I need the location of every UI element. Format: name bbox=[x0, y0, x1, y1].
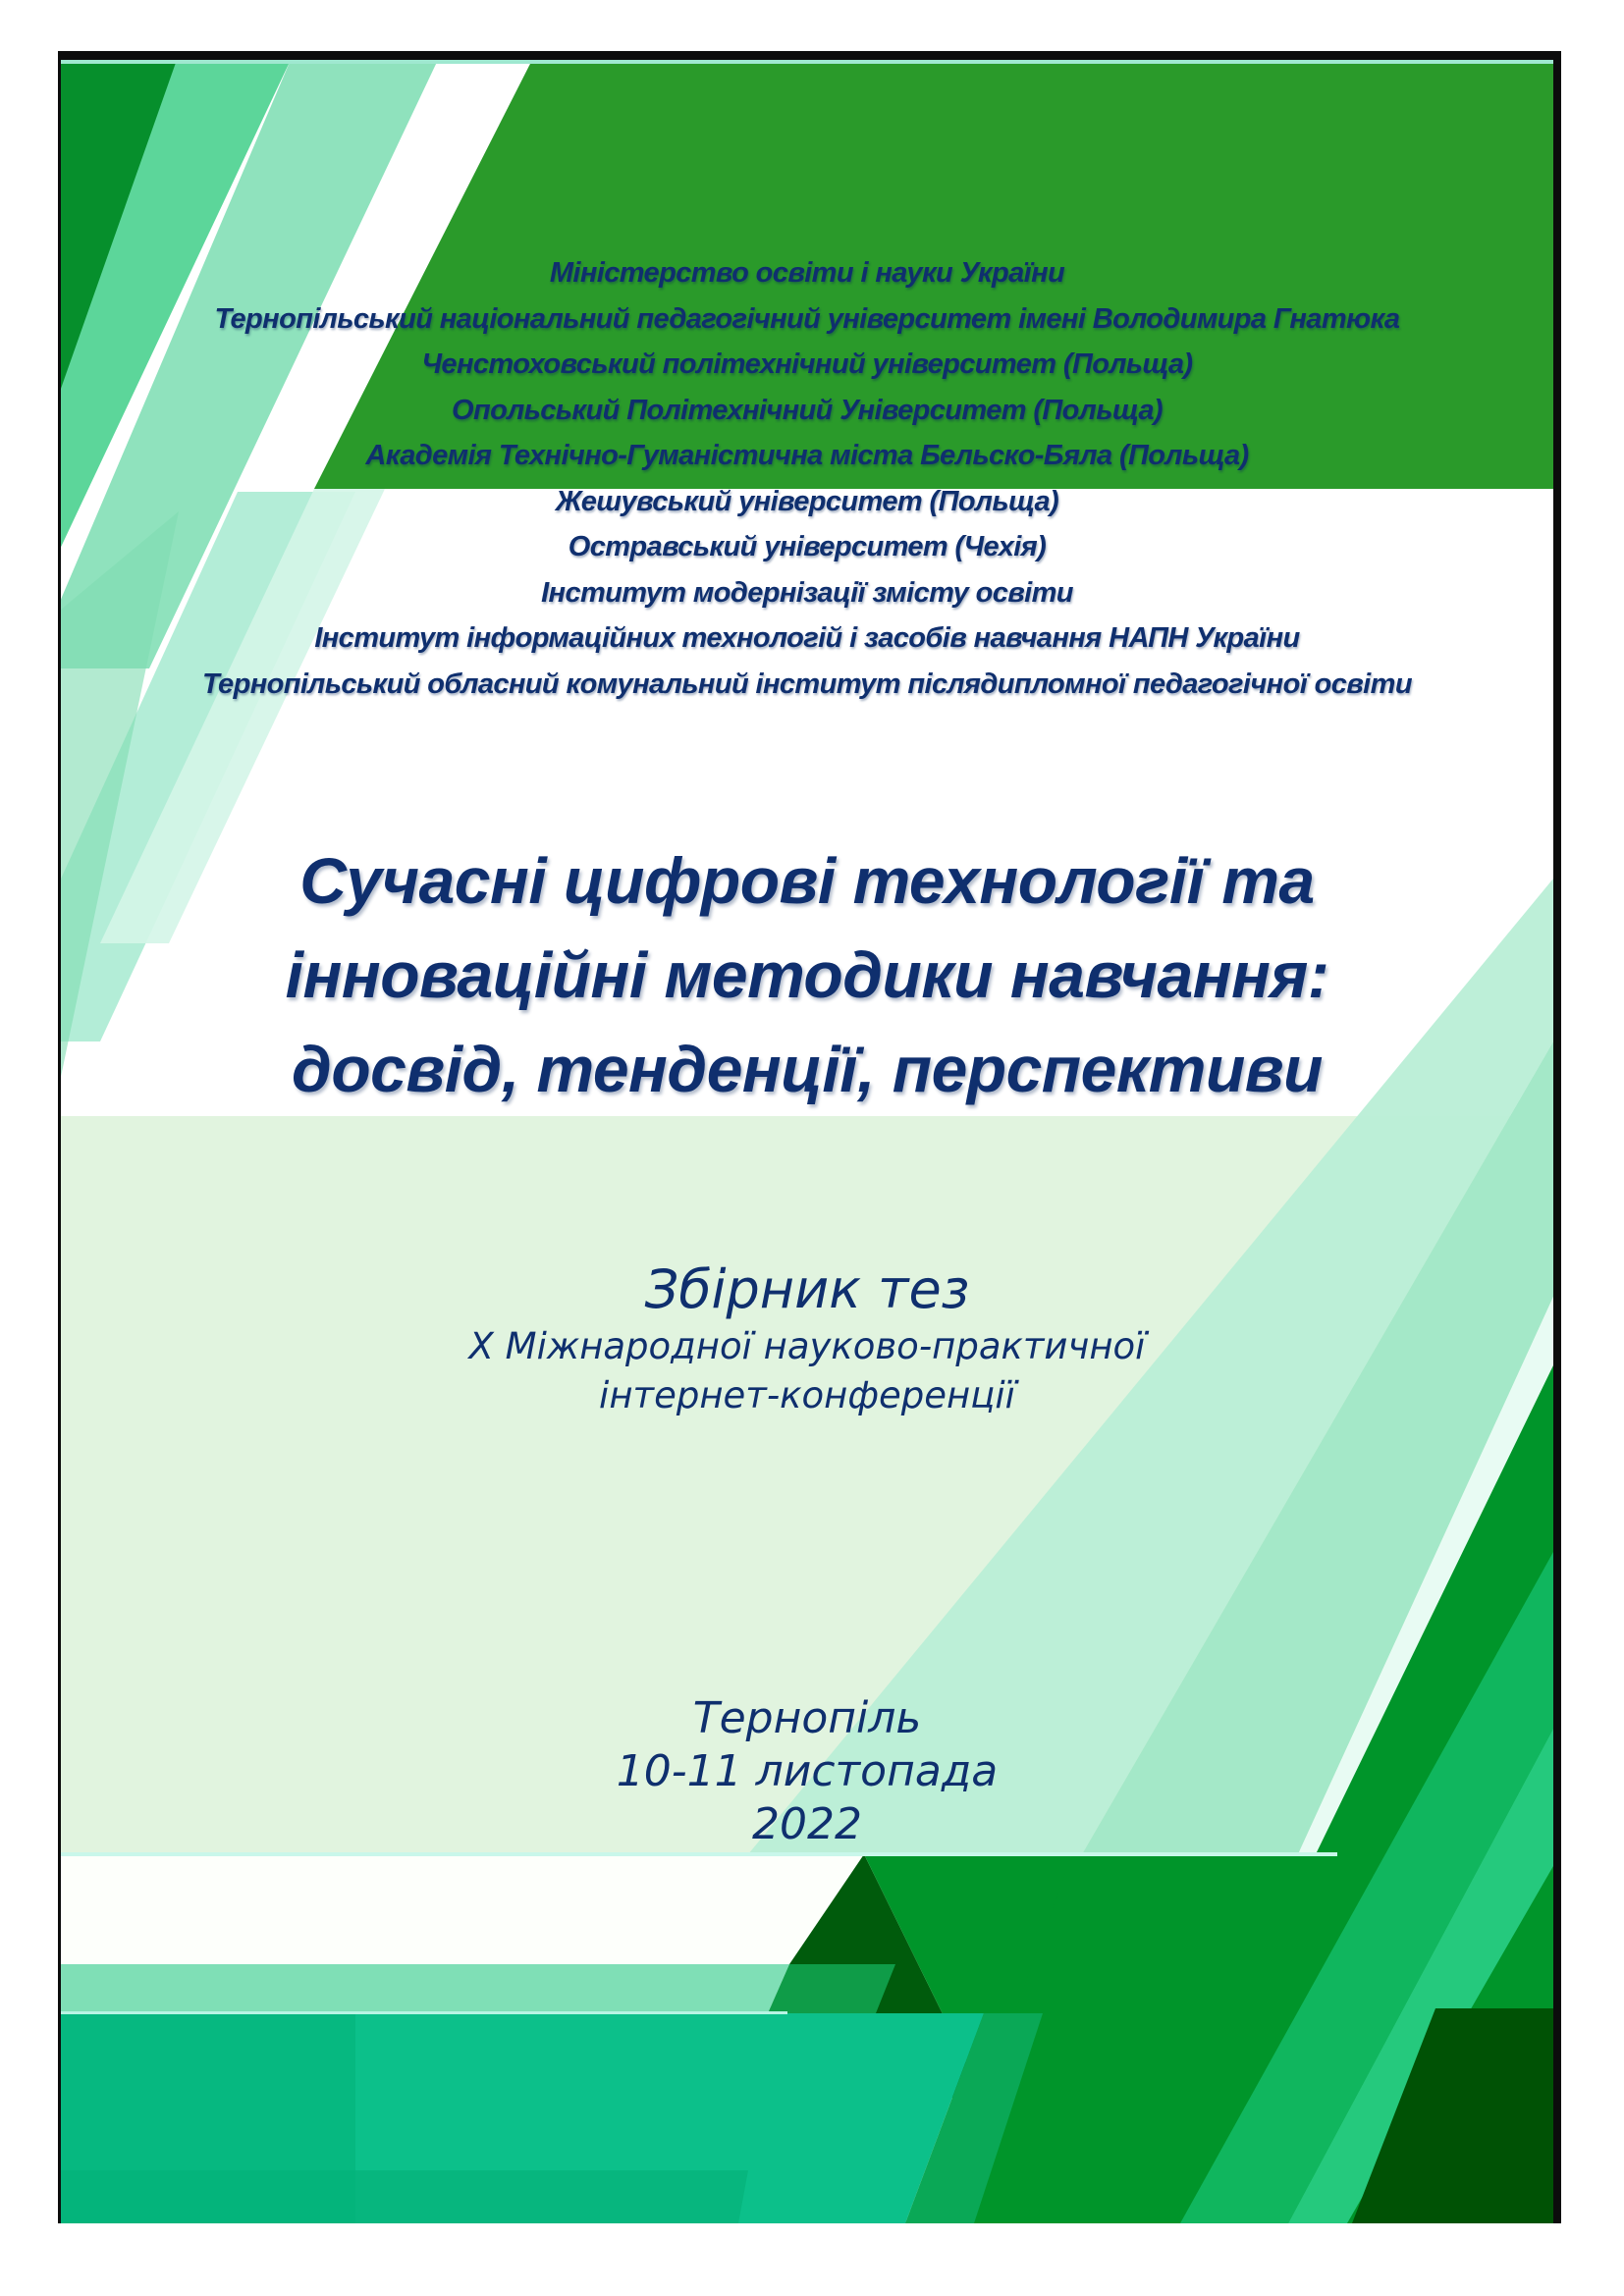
subtitle-line: інтернет-конференції bbox=[599, 1374, 1015, 1416]
institution-line: Остравський університет (Чехія) bbox=[568, 531, 1047, 562]
institution-line: Інститут інформаційних технологій і засобів навчання НАПН України bbox=[314, 622, 1300, 654]
institution-line: Жешувський університет (Польща) bbox=[555, 485, 1059, 517]
title-line: інноваційні методики навчання: bbox=[285, 938, 1329, 1011]
conference-title bbox=[61, 833, 1553, 1116]
collection-heading: Збірник тез bbox=[644, 1258, 970, 1320]
year: 2022 bbox=[752, 1799, 862, 1849]
institutions-list bbox=[61, 250, 1553, 707]
title-line: досвід, тенденції, перспективи bbox=[292, 1033, 1323, 1105]
subtitle-line: X Міжнародної науково-практичної bbox=[468, 1325, 1146, 1367]
institution-line: Ченстоховський політехнічний університет (Польща) bbox=[421, 348, 1193, 380]
institution-line: Міністерство освіти і науки України bbox=[549, 257, 1065, 289]
institution-line: Інститут модернізації змісту освіти bbox=[541, 576, 1073, 609]
institution-line: Академія Технічно-Гуманістична міста Бельско-Бяла (Польща) bbox=[365, 440, 1249, 471]
cover-page bbox=[58, 51, 1561, 2223]
institution-line: Опольський Політехнічний Університет (Польща) bbox=[452, 394, 1163, 426]
city: Тернопіль bbox=[692, 1693, 922, 1743]
title-line: Сучасні цифрові технології та bbox=[299, 844, 1315, 917]
institution-line: Тернопільський національний педагогічний університет імені Володимира Гнатюка bbox=[214, 302, 1400, 335]
institution-line: Тернопільський обласний комунальний інститут післядипломної педагогічної освіти bbox=[202, 667, 1412, 700]
dates: 10-11 листопада bbox=[616, 1746, 999, 1796]
place-date-block bbox=[61, 1692, 1553, 1851]
bottom-white-strip bbox=[61, 1854, 864, 1964]
subtitle-block bbox=[61, 1257, 1553, 1420]
